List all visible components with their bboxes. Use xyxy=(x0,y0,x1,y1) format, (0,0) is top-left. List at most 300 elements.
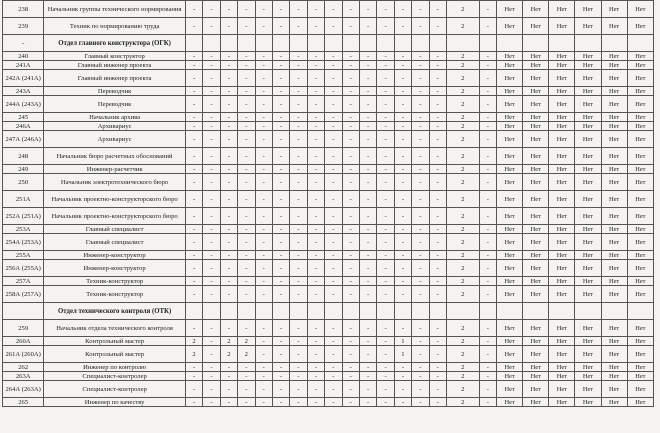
guarantee-cell: Нет xyxy=(549,320,575,337)
factor-cell: - xyxy=(220,122,237,131)
factor-cell: - xyxy=(412,113,429,122)
factor-cell: - xyxy=(359,87,376,96)
guarantee-cell xyxy=(575,35,601,52)
position-name: Инженер по качеству xyxy=(44,398,186,407)
guarantee-cell: Нет xyxy=(627,398,653,407)
factor-cell: 2 xyxy=(446,70,479,87)
factor-cell: - xyxy=(307,18,324,35)
factor-cell: - xyxy=(325,398,342,407)
guarantee-cell: Нет xyxy=(575,122,601,131)
factor-cell: - xyxy=(429,260,446,277)
factor-cell: - xyxy=(429,87,446,96)
factor-cell: - xyxy=(272,174,289,191)
guarantee-cell: Нет xyxy=(549,208,575,225)
table-row xyxy=(3,131,654,148)
guarantee-cell: Нет xyxy=(627,165,653,174)
factor-cell: 2 xyxy=(446,87,479,96)
row-number: 265 xyxy=(3,398,44,407)
factor-cell: - xyxy=(272,148,289,165)
factor-cell: - xyxy=(255,398,272,407)
factor-cell: - xyxy=(429,70,446,87)
factor-cell: - xyxy=(203,277,220,286)
factor-cell: - xyxy=(290,148,307,165)
factor-cell: - xyxy=(325,337,342,346)
factor-cell: - xyxy=(394,165,411,174)
guarantee-cell: Нет xyxy=(549,1,575,18)
factor-cell: - xyxy=(429,346,446,363)
factor-cell: 2 xyxy=(446,286,479,303)
factor-cell: - xyxy=(342,61,359,70)
factor-cell: - xyxy=(255,320,272,337)
row-number: - xyxy=(3,35,44,52)
factor-cell: - xyxy=(220,96,237,113)
guarantee-cell: Нет xyxy=(523,165,549,174)
factor-cell: - xyxy=(272,260,289,277)
factor-cell: - xyxy=(290,122,307,131)
factor-cell: - xyxy=(359,96,376,113)
position-name: Инженер-конструктор xyxy=(44,260,186,277)
factor-cell: - xyxy=(255,191,272,208)
factor-cell: - xyxy=(359,122,376,131)
factor-cell: - xyxy=(377,372,394,381)
factor-cell: - xyxy=(359,251,376,260)
factor-cell: - xyxy=(429,165,446,174)
guarantee-cell: Нет xyxy=(601,96,627,113)
factor-cell: - xyxy=(238,277,255,286)
guarantee-cell: Нет xyxy=(497,61,523,70)
factor-cell: - xyxy=(342,131,359,148)
factor-cell: - xyxy=(359,260,376,277)
factor-cell: - xyxy=(412,96,429,113)
guarantee-cell: Нет xyxy=(549,61,575,70)
factor-cell: - xyxy=(255,52,272,61)
factor-cell xyxy=(185,303,202,320)
guarantee-cell: Нет xyxy=(523,398,549,407)
factor-cell xyxy=(342,303,359,320)
factor-cell xyxy=(185,35,202,52)
guarantee-cell: Нет xyxy=(497,286,523,303)
factor-cell: - xyxy=(185,1,202,18)
factor-cell: - xyxy=(203,251,220,260)
factor-cell: - xyxy=(412,61,429,70)
factor-cell: - xyxy=(394,70,411,87)
factor-cell: - xyxy=(272,320,289,337)
factor-cell: - xyxy=(377,148,394,165)
guarantee-cell: Нет xyxy=(627,148,653,165)
guarantee-cell: Нет xyxy=(575,87,601,96)
factor-cell: - xyxy=(429,1,446,18)
factor-cell: - xyxy=(479,18,496,35)
factor-cell: - xyxy=(412,346,429,363)
guarantee-cell: Нет xyxy=(627,251,653,260)
guarantee-cell: Нет xyxy=(549,191,575,208)
guarantee-cell: Нет xyxy=(497,191,523,208)
section-title: Отдел технического контроля (ОТК) xyxy=(44,303,186,320)
factor-cell: - xyxy=(220,320,237,337)
factor-cell: - xyxy=(479,260,496,277)
factor-cell: - xyxy=(238,191,255,208)
factor-cell: - xyxy=(325,131,342,148)
guarantee-cell: Нет xyxy=(575,251,601,260)
factor-cell: 2 xyxy=(185,346,202,363)
factor-cell: - xyxy=(394,398,411,407)
table-row xyxy=(3,148,654,165)
guarantee-cell: Нет xyxy=(523,234,549,251)
factor-cell: - xyxy=(359,372,376,381)
factor-cell: - xyxy=(307,191,324,208)
position-name: Начальник бюро расчетных обоснований xyxy=(44,148,186,165)
row-number: 246А xyxy=(3,122,44,131)
position-name: Главный инженер проекта xyxy=(44,61,186,70)
table-row xyxy=(3,52,654,61)
factor-cell: - xyxy=(220,260,237,277)
factor-cell: - xyxy=(220,70,237,87)
position-name: Специалист-контролер xyxy=(44,381,186,398)
table-row xyxy=(3,320,654,337)
guarantee-cell: Нет xyxy=(601,320,627,337)
factor-cell: - xyxy=(272,52,289,61)
guarantee-cell: Нет xyxy=(575,174,601,191)
factor-cell: - xyxy=(325,122,342,131)
factor-cell: - xyxy=(359,286,376,303)
factor-cell: - xyxy=(377,381,394,398)
factor-cell: - xyxy=(325,381,342,398)
factor-cell: - xyxy=(377,191,394,208)
factor-cell: - xyxy=(377,113,394,122)
guarantee-cell: Нет xyxy=(627,363,653,372)
factor-cell: - xyxy=(290,260,307,277)
factor-cell: - xyxy=(479,1,496,18)
row-number: 262 xyxy=(3,363,44,372)
factor-cell: - xyxy=(342,234,359,251)
table-row xyxy=(3,372,654,381)
guarantee-cell: Нет xyxy=(523,1,549,18)
factor-cell: - xyxy=(272,191,289,208)
guarantee-cell: Нет xyxy=(601,277,627,286)
factor-cell: - xyxy=(342,52,359,61)
factor-cell: - xyxy=(307,174,324,191)
guarantee-cell: Нет xyxy=(627,122,653,131)
factor-cell: - xyxy=(185,87,202,96)
factor-cell: - xyxy=(359,191,376,208)
table-row xyxy=(3,122,654,131)
guarantee-cell: Нет xyxy=(575,286,601,303)
factor-cell: - xyxy=(377,363,394,372)
guarantee-cell: Нет xyxy=(601,372,627,381)
factor-cell: - xyxy=(272,1,289,18)
table-row xyxy=(3,251,654,260)
table-row xyxy=(3,398,654,407)
row-number: 241А xyxy=(3,61,44,70)
guarantee-cell: Нет xyxy=(497,372,523,381)
guarantee-cell: Нет xyxy=(627,70,653,87)
row-number: 242А (241А) xyxy=(3,70,44,87)
table-row xyxy=(3,165,654,174)
factor-cell: - xyxy=(307,363,324,372)
factor-cell: - xyxy=(429,113,446,122)
table-row xyxy=(3,337,654,346)
guarantee-cell: Нет xyxy=(627,131,653,148)
guarantee-cell: Нет xyxy=(575,113,601,122)
factor-cell: - xyxy=(377,337,394,346)
factor-cell: - xyxy=(307,87,324,96)
position-name: Переводчик xyxy=(44,96,186,113)
factor-cell: - xyxy=(220,363,237,372)
factor-cell: - xyxy=(290,52,307,61)
factor-cell: - xyxy=(325,52,342,61)
factor-cell xyxy=(359,35,376,52)
guarantee-cell: Нет xyxy=(627,96,653,113)
table-row xyxy=(3,174,654,191)
factor-cell xyxy=(394,303,411,320)
factor-cell: - xyxy=(429,18,446,35)
factor-cell: - xyxy=(290,208,307,225)
position-name: Главный инженер проекта xyxy=(44,70,186,87)
factor-cell: - xyxy=(238,363,255,372)
factor-cell: - xyxy=(479,165,496,174)
position-name: Контрольный мастер xyxy=(44,346,186,363)
factor-cell: 2 xyxy=(446,381,479,398)
guarantee-cell: Нет xyxy=(627,191,653,208)
table-row xyxy=(3,381,654,398)
factor-cell: - xyxy=(479,96,496,113)
factor-cell: - xyxy=(325,277,342,286)
factor-cell: - xyxy=(238,286,255,303)
guarantee-cell: Нет xyxy=(627,320,653,337)
position-name: Начальник архива xyxy=(44,113,186,122)
factor-cell: - xyxy=(220,18,237,35)
factor-cell: - xyxy=(307,372,324,381)
factor-cell: - xyxy=(429,363,446,372)
factor-cell: - xyxy=(325,286,342,303)
guarantee-cell: Нет xyxy=(601,381,627,398)
guarantee-cell: Нет xyxy=(549,174,575,191)
factor-cell xyxy=(238,35,255,52)
factor-cell xyxy=(394,35,411,52)
factor-cell: - xyxy=(220,286,237,303)
factor-cell: - xyxy=(325,234,342,251)
factor-cell: - xyxy=(342,337,359,346)
factor-cell: - xyxy=(342,372,359,381)
factor-cell: - xyxy=(479,61,496,70)
factor-cell: 2 xyxy=(185,337,202,346)
factor-cell: - xyxy=(220,398,237,407)
factor-cell: - xyxy=(377,320,394,337)
factor-cell: - xyxy=(255,372,272,381)
guarantee-cell xyxy=(549,303,575,320)
factor-cell: - xyxy=(479,87,496,96)
guarantee-cell: Нет xyxy=(523,277,549,286)
guarantee-cell: Нет xyxy=(575,96,601,113)
factor-cell: - xyxy=(429,286,446,303)
factor-cell: - xyxy=(203,225,220,234)
factor-cell: - xyxy=(359,70,376,87)
factor-cell: - xyxy=(342,113,359,122)
factor-cell: - xyxy=(479,363,496,372)
factor-cell: - xyxy=(412,260,429,277)
factor-cell: 2 xyxy=(446,337,479,346)
factor-cell: - xyxy=(220,148,237,165)
factor-cell: - xyxy=(325,87,342,96)
factor-cell: - xyxy=(272,251,289,260)
factor-cell: - xyxy=(307,260,324,277)
factor-cell: - xyxy=(377,1,394,18)
guarantee-cell: Нет xyxy=(549,52,575,61)
factor-cell xyxy=(377,35,394,52)
factor-cell: - xyxy=(307,208,324,225)
table-row xyxy=(3,277,654,286)
factor-cell: - xyxy=(185,191,202,208)
factor-cell: - xyxy=(342,70,359,87)
factor-cell: - xyxy=(290,174,307,191)
position-name: Техник-конструктор xyxy=(44,277,186,286)
factor-cell xyxy=(342,35,359,52)
factor-cell: - xyxy=(255,122,272,131)
factor-cell: - xyxy=(479,113,496,122)
factor-cell: - xyxy=(429,148,446,165)
factor-cell: - xyxy=(412,122,429,131)
factor-cell: - xyxy=(479,372,496,381)
factor-cell xyxy=(325,303,342,320)
factor-cell: - xyxy=(203,165,220,174)
factor-cell: - xyxy=(290,1,307,18)
guarantee-cell: Нет xyxy=(601,286,627,303)
row-number: 254А (253А) xyxy=(3,234,44,251)
factor-cell: - xyxy=(412,148,429,165)
factor-cell: - xyxy=(325,346,342,363)
factor-cell: - xyxy=(325,260,342,277)
row-number: 255А xyxy=(3,251,44,260)
guarantee-cell: Нет xyxy=(523,208,549,225)
guarantee-cell: Нет xyxy=(549,372,575,381)
factor-cell xyxy=(203,35,220,52)
position-name: Техник-конструктор xyxy=(44,286,186,303)
row-number: 249 xyxy=(3,165,44,174)
row-number: 248 xyxy=(3,148,44,165)
factor-cell: 2 xyxy=(446,122,479,131)
factor-cell: - xyxy=(185,225,202,234)
factor-cell: - xyxy=(272,346,289,363)
guarantee-cell: Нет xyxy=(497,398,523,407)
factor-cell: - xyxy=(203,346,220,363)
guarantee-cell: Нет xyxy=(549,165,575,174)
guarantee-cell: Нет xyxy=(523,372,549,381)
factor-cell: - xyxy=(377,18,394,35)
guarantee-cell: Нет xyxy=(523,148,549,165)
factor-cell: - xyxy=(238,113,255,122)
factor-cell: - xyxy=(412,286,429,303)
row-number: 239 xyxy=(3,18,44,35)
guarantee-cell: Нет xyxy=(575,148,601,165)
factor-cell: - xyxy=(412,70,429,87)
factor-cell: - xyxy=(412,87,429,96)
guarantee-cell: Нет xyxy=(549,286,575,303)
factor-cell: - xyxy=(238,87,255,96)
factor-cell: - xyxy=(412,1,429,18)
factor-cell: - xyxy=(238,61,255,70)
factor-cell: - xyxy=(307,122,324,131)
factor-cell: - xyxy=(479,277,496,286)
position-name: Начальник проектно-конструкторского бюро xyxy=(44,208,186,225)
factor-cell xyxy=(307,303,324,320)
guarantee-cell: Нет xyxy=(523,87,549,96)
row-number: 243А xyxy=(3,87,44,96)
factor-cell: - xyxy=(220,131,237,148)
factor-cell: 2 xyxy=(446,234,479,251)
factor-cell: - xyxy=(307,286,324,303)
factor-cell: - xyxy=(307,131,324,148)
factor-cell: - xyxy=(185,277,202,286)
guarantee-cell: Нет xyxy=(549,398,575,407)
section-title: Отдел главного конструктора (ОГК) xyxy=(44,35,186,52)
factor-cell: - xyxy=(185,113,202,122)
factor-cell: - xyxy=(342,122,359,131)
factor-cell: - xyxy=(429,225,446,234)
factor-cell: - xyxy=(412,320,429,337)
factor-cell: - xyxy=(394,363,411,372)
factor-cell: - xyxy=(255,363,272,372)
factor-cell: - xyxy=(185,96,202,113)
factor-cell: - xyxy=(290,61,307,70)
factor-cell: - xyxy=(412,174,429,191)
factor-cell: - xyxy=(394,122,411,131)
position-name: Переводчик xyxy=(44,87,186,96)
guarantee-cell: Нет xyxy=(497,363,523,372)
factor-cell: - xyxy=(479,225,496,234)
guarantee-cell: Нет xyxy=(497,1,523,18)
factor-cell: - xyxy=(238,70,255,87)
factor-cell: - xyxy=(325,363,342,372)
factor-cell: - xyxy=(429,191,446,208)
guarantee-cell: Нет xyxy=(549,131,575,148)
factor-cell: - xyxy=(325,174,342,191)
factor-cell: - xyxy=(429,234,446,251)
guarantee-cell: Нет xyxy=(627,381,653,398)
factor-cell: - xyxy=(377,234,394,251)
factor-cell: - xyxy=(429,372,446,381)
guarantee-cell xyxy=(575,303,601,320)
row-number: 251А xyxy=(3,191,44,208)
factor-cell: - xyxy=(479,320,496,337)
guarantee-cell: Нет xyxy=(601,363,627,372)
position-name: Начальник группы технического нормирования xyxy=(44,1,186,18)
factor-cell: - xyxy=(220,225,237,234)
factor-cell: - xyxy=(394,18,411,35)
factor-cell: - xyxy=(290,251,307,260)
factor-cell: - xyxy=(359,1,376,18)
guarantee-cell: Нет xyxy=(627,372,653,381)
factor-cell: - xyxy=(238,251,255,260)
factor-cell: - xyxy=(255,381,272,398)
factor-cell: - xyxy=(307,234,324,251)
factor-cell: - xyxy=(377,398,394,407)
factor-cell: - xyxy=(272,286,289,303)
guarantee-cell xyxy=(601,303,627,320)
factor-cell: 2 xyxy=(446,191,479,208)
factor-cell: - xyxy=(429,337,446,346)
factor-cell: - xyxy=(203,122,220,131)
factor-cell: - xyxy=(342,225,359,234)
guarantee-cell: Нет xyxy=(575,337,601,346)
guarantee-cell: Нет xyxy=(549,337,575,346)
row-number: 258А (257А) xyxy=(3,286,44,303)
factor-cell: 1 xyxy=(394,337,411,346)
factor-cell: - xyxy=(272,337,289,346)
factor-cell: - xyxy=(412,363,429,372)
factor-cell: - xyxy=(359,131,376,148)
factor-cell: - xyxy=(307,113,324,122)
factor-cell: - xyxy=(479,52,496,61)
